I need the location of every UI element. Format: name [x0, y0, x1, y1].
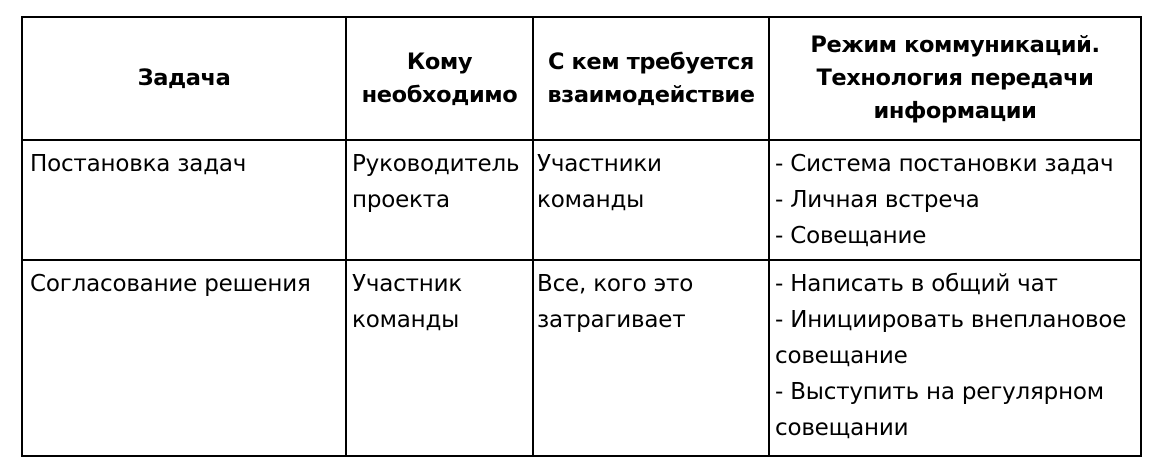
- cell-who: Руководитель проекта: [346, 140, 533, 260]
- header-with-whom: С кем требуется взаимодействие: [533, 17, 769, 140]
- cell-modes: [769, 140, 1141, 260]
- header-modes: Режим коммуникаций. Технология передачи информации: [769, 17, 1141, 140]
- mode-item: - Личная встреча: [775, 187, 980, 213]
- cell-modes: [769, 260, 1141, 456]
- mode-item: - Инициировать внеплановое совещание: [775, 307, 1127, 369]
- mode-item: - Выступить на регулярном совещании: [775, 379, 1104, 441]
- mode-item: - Совещание: [775, 223, 927, 249]
- header-task: Задача: [22, 17, 346, 140]
- mode-item: - Система постановки задач: [775, 151, 1114, 177]
- cell-who: Участник команды: [346, 260, 533, 456]
- mode-item: - Написать в общий чат: [775, 271, 1058, 297]
- document-page: [21, 16, 1142, 457]
- table-row: [22, 140, 1141, 260]
- communication-table: [21, 16, 1142, 457]
- table-row: [22, 260, 1141, 456]
- table-header-row: [22, 17, 1141, 140]
- cell-task: Согласование решения: [22, 260, 346, 456]
- cell-with-whom: Все, кого это затрагивает: [533, 260, 769, 456]
- cell-with-whom: Участники команды: [533, 140, 769, 260]
- header-who: Кому необходимо: [346, 17, 533, 140]
- cell-task: Постановка задач: [22, 140, 346, 260]
